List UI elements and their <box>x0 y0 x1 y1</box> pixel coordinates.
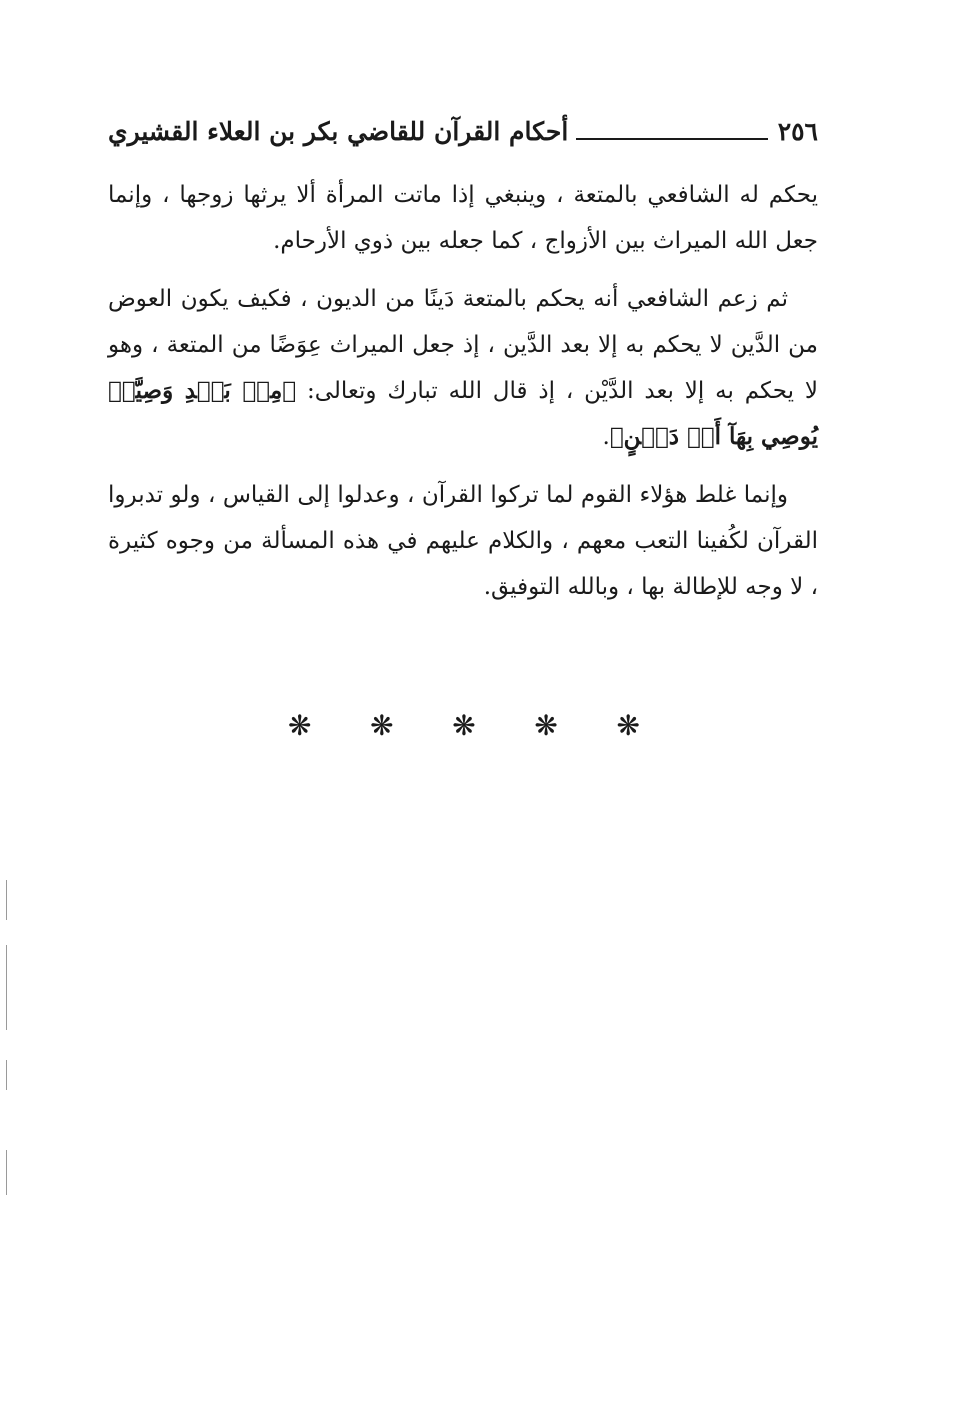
scan-edge-mark <box>6 945 7 1030</box>
paragraph-2-end: . <box>602 424 610 450</box>
paragraph-1 <box>108 172 818 264</box>
ornament-star-icon: ❋ <box>452 709 476 742</box>
header-rule <box>576 138 767 140</box>
section-separator <box>288 706 640 746</box>
ornament-star-icon: ❋ <box>370 709 394 742</box>
ornament-star-icon: ❋ <box>616 709 640 742</box>
paragraph-2-text: ثم زعم الشافعي أنه يحكم بالمتعة دَينًا من الديون ، فكيف يكون العوض من الدَّين لا يحكم به إلا بعد الدَّين ، إذ جعل الميراث عِوَضًا من المتعة ، وهو لا يحكم به إلا بعد الدَّيْن ، إذ قال الله تبارك وتعالى: <box>108 286 818 404</box>
body-text <box>108 172 818 622</box>
ornament-star-icon: ❋ <box>534 709 558 742</box>
paragraph-3 <box>108 472 818 610</box>
ornament-star-icon: ❋ <box>288 709 312 742</box>
scan-edge-mark <box>6 1150 7 1195</box>
scan-edge-mark <box>6 880 7 920</box>
page-number: ٢٥٦ <box>777 116 818 146</box>
paragraph-1-text: يحكم له الشافعي بالمتعة ، وينبغي إذا ماتت المرأة ألا يرثها زوجها ، وإنما جعل الله الميراث بين الأزواج ، كما جعله بين ذوي الأرحام. <box>108 182 818 254</box>
scan-edge-mark <box>6 1060 7 1090</box>
quran-verse: ﴿مِنۢ بَعۡدِ وَصِيَّةٖ يُوصِي بِهَآ أَوۡ دَيۡنٍ﴾ <box>108 377 818 450</box>
paragraph-3-text: وإنما غلط هؤلاء القوم لما تركوا القرآن ، وعدلوا إلى القياس ، ولو تدبروا القرآن لكُفينا التعب معهم ، والكلام عليهم في هذه المسألة من وجوه كثيرة ، لا وجه للإطالة بها ، وبالله التوفيق. <box>108 482 818 600</box>
paragraph-2 <box>108 276 818 460</box>
book-title: أحكام القرآن للقاضي بكر بن العلاء القشيري <box>108 116 569 146</box>
running-header <box>108 108 818 154</box>
